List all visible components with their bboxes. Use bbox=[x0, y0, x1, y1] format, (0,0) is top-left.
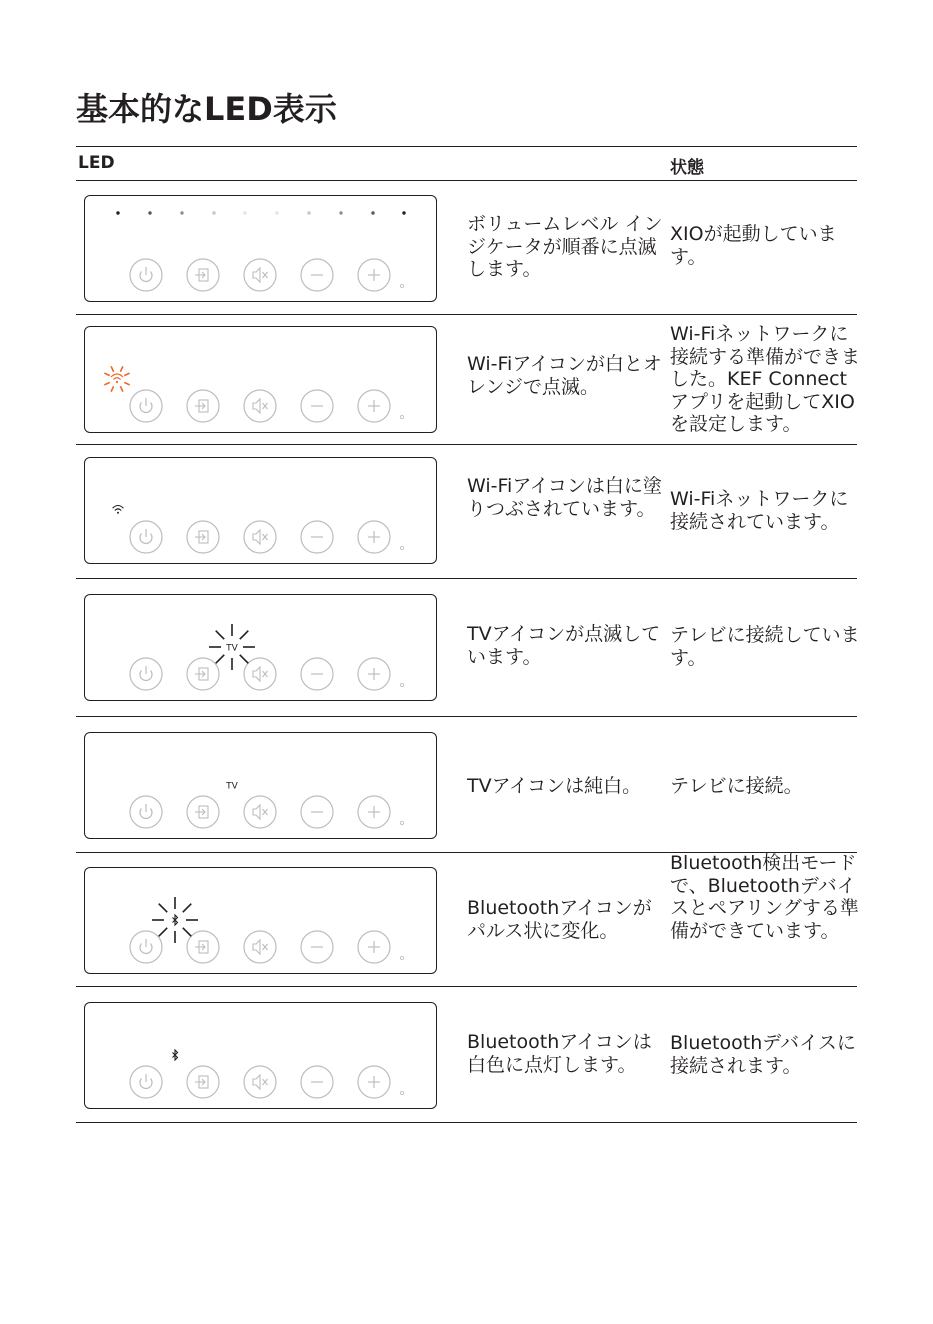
volume-down-icon bbox=[301, 1066, 333, 1098]
bluetooth-icon bbox=[173, 915, 178, 925]
led-description: Wi-Fiアイコンは白に塗りつぶされています。 bbox=[467, 475, 662, 520]
mute-icon bbox=[244, 931, 276, 963]
led-status: テレビに接続。 bbox=[670, 775, 803, 797]
mute-icon bbox=[244, 259, 276, 291]
led-panel-illustration bbox=[84, 195, 437, 302]
led-panel-illustration bbox=[84, 326, 437, 433]
volume-up-icon bbox=[358, 796, 390, 828]
power-icon bbox=[130, 1066, 162, 1098]
bluetooth-icon bbox=[173, 1050, 178, 1060]
led-description: TVアイコンが点滅しています。 bbox=[467, 623, 661, 668]
mute-icon bbox=[244, 1066, 276, 1098]
volume-down-icon bbox=[301, 931, 333, 963]
led-description: TVアイコンは純白。 bbox=[467, 775, 642, 797]
volume-down-icon bbox=[301, 796, 333, 828]
sensor-dot bbox=[400, 683, 403, 686]
volume-down-icon bbox=[301, 259, 333, 291]
led-description: Bluetoothアイコンがパルス状に変化。 bbox=[467, 897, 652, 942]
led-panel-illustration bbox=[84, 594, 437, 701]
wifi-icon bbox=[113, 506, 124, 514]
led-description: ボリュームレベル インジケータが順番に点滅します。 bbox=[467, 213, 663, 280]
sensor-dot bbox=[400, 956, 403, 959]
led-panel-illustration bbox=[84, 732, 437, 839]
volume-down-icon bbox=[301, 521, 333, 553]
sensor-dot bbox=[400, 284, 403, 287]
mute-icon bbox=[244, 521, 276, 553]
power-icon bbox=[130, 658, 162, 690]
power-icon bbox=[130, 931, 162, 963]
table-row bbox=[76, 180, 857, 314]
input-icon bbox=[187, 796, 219, 828]
tv-icon: TV bbox=[226, 781, 238, 792]
led-status: Wi-Fiネットワークに接続されています。 bbox=[670, 488, 849, 533]
sensor-dot bbox=[400, 1091, 403, 1094]
led-status: テレビに接続しています。 bbox=[670, 624, 860, 669]
power-icon bbox=[130, 390, 162, 422]
led-status: Wi-Fiネットワークに接続する準備ができました。KEF Connectアプリを起動してXIOを設定します。 bbox=[670, 323, 861, 435]
power-icon bbox=[130, 521, 162, 553]
input-icon bbox=[187, 259, 219, 291]
tv-icon: TV bbox=[226, 643, 238, 654]
volume-up-icon bbox=[358, 521, 390, 553]
mute-icon bbox=[244, 658, 276, 690]
volume-down-icon bbox=[301, 390, 333, 422]
sensor-dot bbox=[400, 821, 403, 824]
row-rule bbox=[76, 1122, 857, 1123]
led-description: Bluetoothアイコンは白色に点灯します。 bbox=[467, 1031, 652, 1076]
led-status: XIOが起動しています。 bbox=[670, 223, 837, 268]
input-icon bbox=[187, 931, 219, 963]
table-row bbox=[76, 852, 857, 986]
led-status: Bluetoothデバイスに接続されます。 bbox=[670, 1032, 856, 1077]
volume-up-icon bbox=[358, 390, 390, 422]
wifi-icon bbox=[111, 374, 123, 383]
power-icon bbox=[130, 259, 162, 291]
input-icon bbox=[187, 658, 219, 690]
mute-icon bbox=[244, 390, 276, 422]
column-header-status: 状態 bbox=[670, 158, 704, 178]
led-status: Bluetooth検出モードで、Bluetoothデバイスとペアリングする準備ができています。 bbox=[670, 852, 859, 942]
led-description: Wi-Fiアイコンが白とオレンジで点滅。 bbox=[467, 353, 662, 398]
volume-down-icon bbox=[301, 658, 333, 690]
led-panel-illustration bbox=[84, 1002, 437, 1109]
volume-up-icon bbox=[358, 1066, 390, 1098]
input-icon bbox=[187, 390, 219, 422]
table-row bbox=[76, 314, 861, 444]
led-panel-illustration bbox=[84, 867, 437, 974]
table-row bbox=[76, 986, 857, 1122]
table-row bbox=[76, 578, 860, 716]
page-title: 基本的なLED表示 bbox=[76, 90, 337, 128]
input-icon bbox=[187, 521, 219, 553]
volume-up-icon bbox=[358, 931, 390, 963]
mute-icon bbox=[244, 796, 276, 828]
sensor-dot bbox=[400, 546, 403, 549]
power-icon bbox=[130, 796, 162, 828]
input-icon bbox=[187, 1066, 219, 1098]
volume-up-icon bbox=[358, 658, 390, 690]
volume-level-indicator bbox=[116, 211, 405, 214]
table-row bbox=[76, 716, 857, 852]
volume-up-icon bbox=[358, 259, 390, 291]
blink-rays bbox=[104, 366, 129, 391]
column-header-led: LED bbox=[78, 153, 115, 173]
sensor-dot bbox=[400, 415, 403, 418]
led-panel-illustration bbox=[84, 457, 437, 564]
table-top-rule bbox=[76, 146, 857, 147]
table-row bbox=[76, 444, 857, 578]
